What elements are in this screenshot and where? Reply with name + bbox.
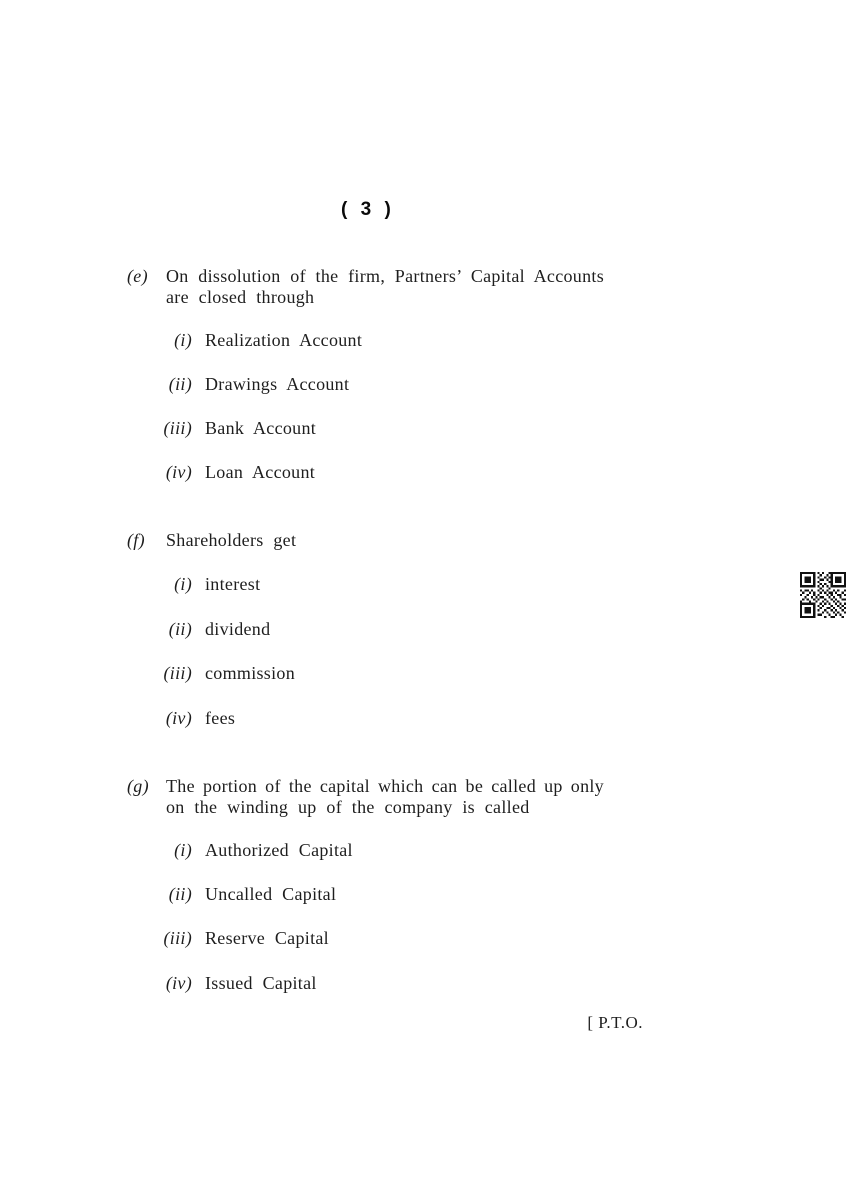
option-label: (iii) bbox=[163, 418, 192, 438]
question-f-option-i bbox=[130, 574, 260, 595]
question-g-label: (g) bbox=[127, 776, 149, 796]
question-e-option-i bbox=[130, 330, 362, 351]
question-e-option-iv bbox=[130, 462, 315, 483]
option-label: (i) bbox=[174, 330, 192, 350]
question-f-line-1: Shareholders get bbox=[166, 530, 297, 550]
option-text: Loan Account bbox=[205, 462, 316, 482]
page-number: ( 3 ) bbox=[341, 199, 395, 220]
option-label: (ii) bbox=[168, 884, 192, 904]
option-label: (iv) bbox=[165, 462, 192, 482]
question-e-line-1: On dissolution of the firm, Partners’ Capital Accounts bbox=[166, 266, 604, 286]
option-label: (iii) bbox=[163, 928, 192, 948]
question-g-option-i bbox=[130, 840, 353, 861]
question-g-line-1: The portion of the capital which can be called up only bbox=[166, 776, 604, 796]
option-text: Authorized Capital bbox=[205, 840, 353, 860]
question-e-option-iii bbox=[130, 418, 316, 439]
question-f-option-ii bbox=[130, 619, 270, 640]
question-g-text bbox=[166, 776, 604, 818]
question-e-option-ii bbox=[130, 374, 349, 395]
option-label: (ii) bbox=[168, 619, 192, 639]
option-label: (iv) bbox=[165, 708, 192, 728]
option-text: Uncalled Capital bbox=[205, 884, 337, 904]
option-label: (iii) bbox=[163, 663, 192, 683]
option-label: (i) bbox=[174, 574, 192, 594]
qr-code-icon bbox=[800, 572, 846, 618]
option-text: Bank Account bbox=[205, 418, 317, 438]
option-text: Drawings Account bbox=[205, 374, 350, 394]
option-text: Reserve Capital bbox=[205, 928, 329, 948]
question-f-label: (f) bbox=[127, 530, 145, 550]
page-turn-over-note: [ P.T.O. bbox=[587, 1013, 643, 1032]
question-e-text bbox=[166, 266, 604, 308]
option-text: dividend bbox=[205, 619, 271, 639]
question-g-line-2: on the winding up of the company is called bbox=[166, 797, 530, 817]
question-e-label: (e) bbox=[127, 266, 148, 286]
question-f-option-iv bbox=[130, 708, 235, 729]
option-label: (ii) bbox=[168, 374, 192, 394]
question-g-option-ii bbox=[130, 884, 336, 905]
option-text: commission bbox=[205, 663, 296, 683]
option-label: (iv) bbox=[165, 973, 192, 993]
option-text: interest bbox=[205, 574, 261, 594]
option-text: Realization Account bbox=[205, 330, 363, 350]
question-g-option-iii bbox=[130, 928, 329, 949]
question-f-option-iii bbox=[130, 663, 295, 684]
option-text: Issued Capital bbox=[205, 973, 317, 993]
question-e-line-2: are closed through bbox=[166, 287, 315, 307]
question-g-option-iv bbox=[130, 973, 317, 994]
question-f-text bbox=[166, 530, 604, 551]
option-label: (i) bbox=[174, 840, 192, 860]
option-text: fees bbox=[205, 708, 236, 728]
